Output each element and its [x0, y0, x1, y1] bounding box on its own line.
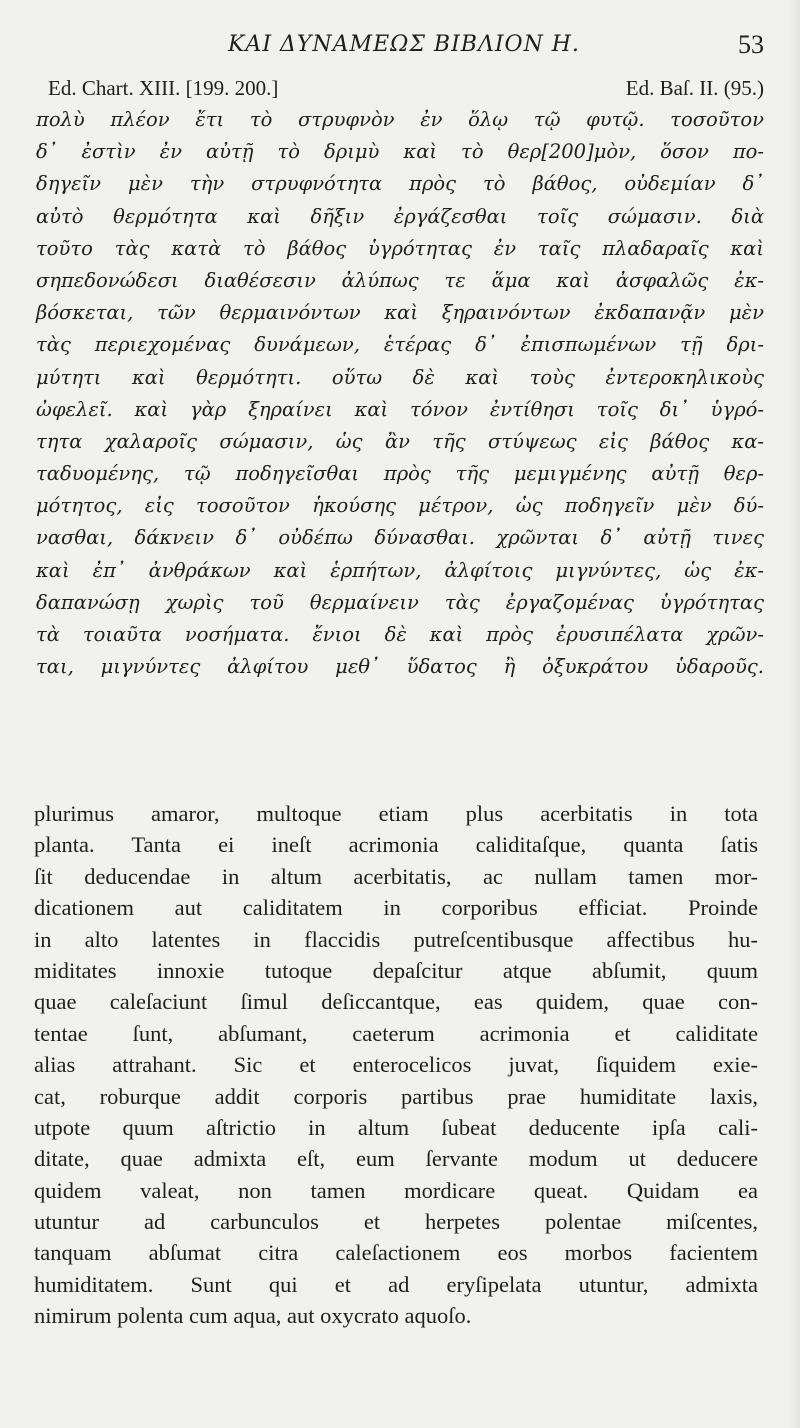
greek-line: μύτητι καὶ θερμότητι. οὕτω δὲ καὶ τοὺς ἐντεροκηλικοὺς	[36, 365, 764, 389]
greek-line: σηπεδονώδεσι διαθέσεσιν ἀλύπως τε ἅμα καὶ ἀσφαλῶς ἐκ-	[36, 268, 764, 292]
greek-line: μότητος, εἰς τοσοῦτον ἡκούσης μέτρον, ὡς ποδηγεῖν μὲν δύ-	[36, 494, 764, 518]
latin-line: tanquam abſumat citra caleſactionem eos morbos facientem	[34, 1240, 758, 1266]
latin-line: quidem valeat, non tamen mordicare queat. Quidam ea	[34, 1177, 758, 1203]
greek-line: ὠφελεῖ. καὶ γὰρ ξηραίνει καὶ τόνον ἐντίθησι τοῖς δι᾽ ὑγρό-	[36, 397, 764, 421]
greek-line: καὶ ἐπ᾽ ἀνθράκων καὶ ἑρπήτων, ἀλφίτοις μιγνύντες, ὡς ἐκ-	[36, 558, 764, 582]
latin-line: planta. Tanta ei ineſt acrimonia caliditaſque, quanta ſatis	[34, 832, 758, 858]
latin-line: nimirum polenta cum aqua, aut oxycrato aquoſo.	[34, 1303, 472, 1329]
greek-line: τὰς περιεχομένας δυνάμεων, ἑτέρας δ᾽ ἐπισπωμένων τῇ δρι-	[36, 333, 764, 357]
latin-line: tentae ſunt, abſumant, caeterum acrimonia et caliditate	[34, 1020, 758, 1046]
greek-line: βόσκεται, τῶν θερμαινόντων καὶ ξηραινόντων ἐκδαπανᾷν μὲν	[36, 301, 764, 325]
edition-reference	[34, 76, 764, 102]
greek-line: αὐτὸ θερμότητα καὶ δῆξιν ἐργάζεσθαι τοῖς σώμασιν. διὰ	[36, 204, 764, 228]
latin-line: dicationem aut caliditatem in corporibus efficiat. Proinde	[34, 895, 758, 921]
latin-translation	[34, 798, 758, 1332]
edition-chartier: Ed. Chart. XIII. [199. 200.]	[48, 76, 279, 100]
latin-line: cat, roburque addit corporis partibus prae humiditate laxis,	[34, 1083, 758, 1109]
page-edge-shadow	[788, 0, 800, 1428]
latin-line: ditate, quae admixta eſt, eum ſervante modum ut deducere	[34, 1146, 758, 1172]
edition-basel: Ed. Baſ. II. (95.)	[625, 76, 764, 100]
running-head	[0, 28, 800, 64]
greek-line: τητα χαλαροῖς σώμασιν, ὡς ἂν τῆς στύψεως εἰς βάθος κα-	[36, 429, 764, 453]
running-title: ΚΑΙ ΔΥΝΑΜΕΩΣ ΒΙΒΛΙΟΝ Η.	[228, 32, 580, 57]
latin-line: miditates innoxie tutoque depaſcitur atque abſumit, quum	[34, 957, 758, 983]
greek-line: δ᾽ ἐστὶν ἐν αὐτῇ τὸ δριμὺ καὶ τὸ θερ[200]μὸν, ὅσον πο-	[36, 140, 764, 164]
latin-line: ſit deducendae in altum acerbitatis, ac nullam tamen mor-	[34, 863, 758, 889]
latin-line: plurimus amaror, multoque etiam plus acerbitatis in tota	[34, 801, 758, 826]
latin-line: utuntur ad carbunculos et herpetes polentae miſcentes,	[34, 1209, 758, 1235]
greek-line: ται, μιγνύντες ἀλφίτου μεθ᾽ ὕδατος ἢ ὀξυκράτου ὑδαροῦς.	[36, 655, 764, 679]
latin-line: in alto latentes in flaccidis putreſcentibusque affectibus hu-	[34, 926, 758, 952]
latin-line: utpote quum aſtrictio in altum ſubeat deducente ipſa cali-	[34, 1114, 758, 1140]
greek-line: τοῦτο τὰς κατὰ τὸ βάθος ὑγρότητας ἐν ταῖς πλαδαραῖς καὶ	[36, 236, 764, 260]
greek-line: τὰ τοιαῦτα νοσήματα. ἔνιοι δὲ καὶ πρὸς ἐρυσιπέλατα χρῶν-	[36, 623, 764, 646]
greek-line: δηγεῖν μὲν τὴν στρυφνότητα πρὸς τὸ βάθος, οὐδεμίαν δ᾽	[36, 172, 764, 196]
latin-line: alias attrahant. Sic et enterocelicos juvat, ſiquidem exie-	[34, 1052, 758, 1078]
latin-line: quae caleſaciunt ſimul deſiccantque, eas quidem, quae con-	[34, 989, 758, 1015]
page-number: 53	[738, 30, 764, 59]
greek-line: πολὺ πλέον ἔτι τὸ στρυφνὸν ἐν ὅλῳ τῷ φυτῷ. τοσοῦτον	[36, 108, 764, 131]
greek-line: ταδυομένης, τῷ ποδηγεῖσθαι πρὸς τῆς μεμιγμένης αὐτῇ θερ-	[36, 462, 764, 486]
greek-text	[36, 104, 764, 683]
greek-line: δαπανώσῃ χωρὶς τοῦ θερμαίνειν τὰς ἐργαζομένας ὑγρότητας	[36, 590, 764, 614]
greek-line: νασθαι, δάκνειν δ᾽ οὐδέπω δύνασθαι. χρῶνται δ᾽ αὐτῇ τινες	[36, 526, 764, 550]
latin-line: humiditatem. Sunt qui et ad eryſipelata utuntur, admixta	[34, 1271, 758, 1297]
